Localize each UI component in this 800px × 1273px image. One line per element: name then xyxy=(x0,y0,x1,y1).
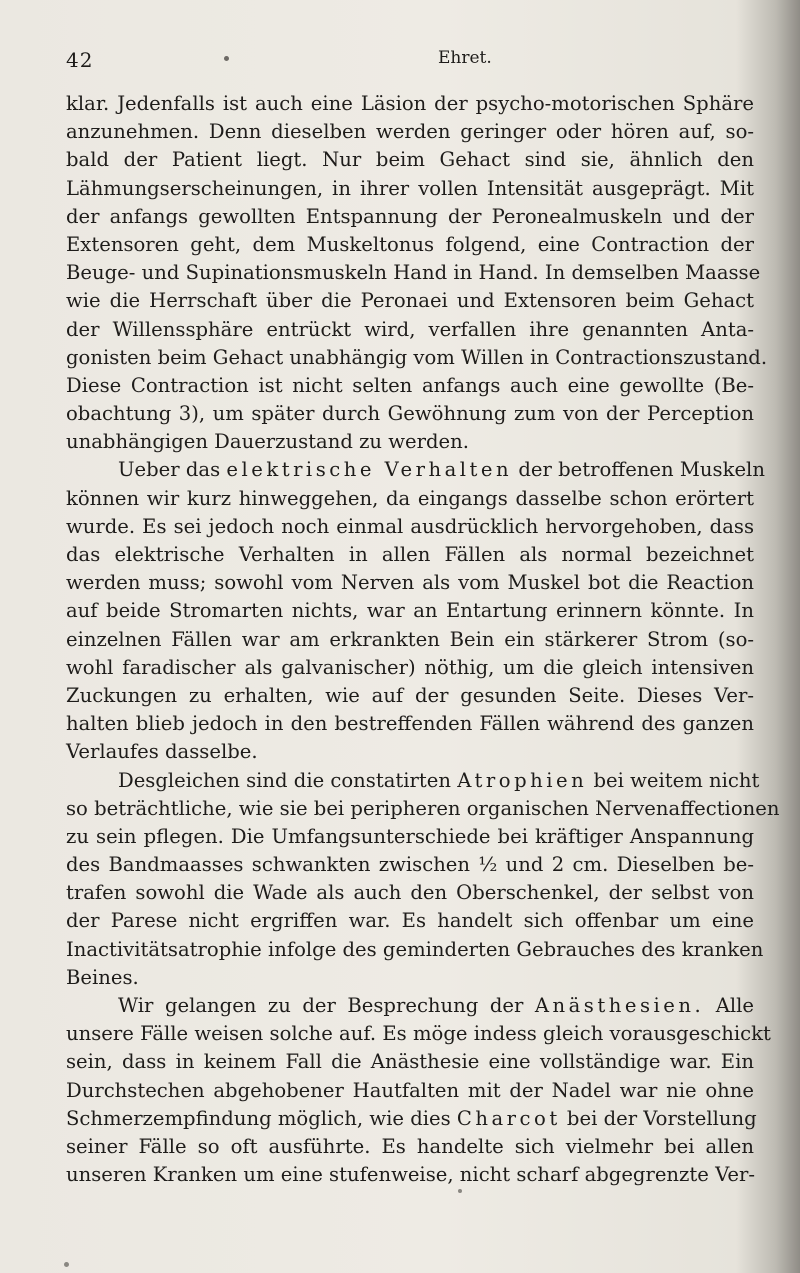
text-run: Schmerzempfindung möglich, wie dies xyxy=(66,1106,457,1130)
body-text xyxy=(66,90,780,1189)
text-run: der betroffenen Muskeln xyxy=(512,458,765,482)
text-line: Inactivitätsatrophie infolge des geminderten Gebrauches des kranken xyxy=(66,937,764,961)
text-line: wurde. Es sei jedoch noch einmal ausdrücklich hervorgehoben, dass xyxy=(66,514,754,538)
text-line: zu sein pflegen. Die Umfangsunterschiede bei kräftiger Anspannung xyxy=(66,824,754,848)
text-line: obachtung 3), um später durch Gewöhnung zum von der Perception xyxy=(66,402,754,426)
print-speck xyxy=(224,56,229,61)
text-line: unabhängigen Dauerzustand zu werden. xyxy=(66,430,469,454)
text-line: bald der Patient liegt. Nur beim Gehact sind sie, ähnlich den xyxy=(66,148,754,172)
page-number: 42 xyxy=(66,48,94,72)
emphasized-term: elektrische Verhalten xyxy=(226,458,513,482)
emphasized-term: Atrophien xyxy=(457,768,588,792)
text-run: Wir gelangen zu der Besprechung der xyxy=(118,994,535,1017)
text-line: halten blieb jedoch in den bestreffenden Fällen während des ganzen xyxy=(66,712,754,736)
text-line: unsere Fälle weisen solche auf. Es möge indess gleich vorausgeschickt xyxy=(66,1022,771,1046)
text-line: der Willenssphäre entrückt wird, verfallen ihre genannten Anta- xyxy=(66,317,754,341)
text-run: bei weitem nicht xyxy=(587,768,760,792)
text-line: des Bandmaasses schwankten zwischen ½ und 2 cm. Dieselben be- xyxy=(66,853,754,877)
text-line: Lähmungserscheinungen, in ihrer vollen Intensität ausgeprägt. Mit xyxy=(66,176,754,200)
text-line: einzelnen Fällen war am erkrankten Bein ein stärkerer Strom (so- xyxy=(66,627,754,651)
emphasized-term: Anästhesien. xyxy=(534,994,705,1017)
text-line: trafen sowohl die Wade als auch den Oberschenkel, der selbst von xyxy=(66,881,754,905)
text-line: das elektrische Verhalten in allen Fällen als normal bezeichnet xyxy=(66,543,754,566)
text-run: bei der Vorstellung xyxy=(560,1106,757,1130)
text-line: klar. Jedenfalls ist auch eine Läsion der psycho-motorischen Sphäre xyxy=(66,92,754,115)
text-line: so beträchtliche, wie sie bei peripheren organischen Nervenaffectionen xyxy=(66,796,780,820)
text-line: wohl faradischer als galvanischer) nöthig, um die gleich intensiven xyxy=(66,655,754,679)
emphasized-term: Charcot xyxy=(456,1106,561,1130)
text-line xyxy=(66,456,765,484)
text-line: der anfangs gewollten Entspannung der Peronealmuskeln und der xyxy=(66,204,754,228)
text-line: unseren Kranken um eine stufenweise, nicht scharf abgegrenzte Ver- xyxy=(66,1163,756,1187)
text-line: anzunehmen. Denn dieselben werden geringer oder hören auf, so- xyxy=(66,120,754,144)
text-line: werden muss; sowohl vom Nerven als vom Muskel bot die Reaction xyxy=(66,571,754,595)
text-line: der Parese nicht ergriffen war. Es handelt sich offenbar um eine xyxy=(66,909,754,933)
text-line xyxy=(66,992,754,1020)
text-run: Alle xyxy=(704,994,754,1017)
text-line xyxy=(66,767,760,795)
text-line: Zuckungen zu erhalten, wie auf der gesunden Seite. Dieses Ver- xyxy=(66,683,754,707)
text-line: Verlaufes dasselbe. xyxy=(66,740,258,764)
page-header xyxy=(66,48,756,76)
text-line xyxy=(66,1105,757,1133)
text-line: seiner Fälle so oft ausführte. Es handelte sich vielmehr bei allen xyxy=(66,1134,754,1158)
text-line: sein, dass in keinem Fall die Anästhesie eine vollständige war. Ein xyxy=(66,1050,754,1074)
text-line: Extensoren geht, dem Muskeltonus folgend, eine Contraction der xyxy=(66,232,754,256)
text-line: Beuge- und Supinationsmuskeln Hand in Hand. In demselben Maasse xyxy=(66,261,761,285)
text-line: Durchstechen abgehobener Hautfalten mit der Nadel war nie ohne xyxy=(66,1078,754,1102)
text-run: Desgleichen sind die constatirten xyxy=(118,768,458,792)
text-line: wie die Herrschaft über die Peronaei und Extensoren beim Gehact xyxy=(66,289,754,313)
running-head: Ehret. xyxy=(438,48,492,68)
text-run: Ueber das xyxy=(118,458,227,482)
text-line: Diese Contraction ist nicht selten anfangs auch eine gewollte (Be- xyxy=(66,373,754,397)
text-line: auf beide Stromarten nichts, war an Entartung erinnern könnte. In xyxy=(66,599,754,623)
print-speck xyxy=(64,1262,69,1267)
text-line: Beines. xyxy=(66,965,139,989)
text-line: gonisten beim Gehact unabhängig vom Willen in Contractionszustand. xyxy=(66,345,768,369)
text-line: können wir kurz hinweggehen, da eingangs dasselbe schon erörtert xyxy=(66,486,754,510)
print-speck xyxy=(458,1189,462,1193)
